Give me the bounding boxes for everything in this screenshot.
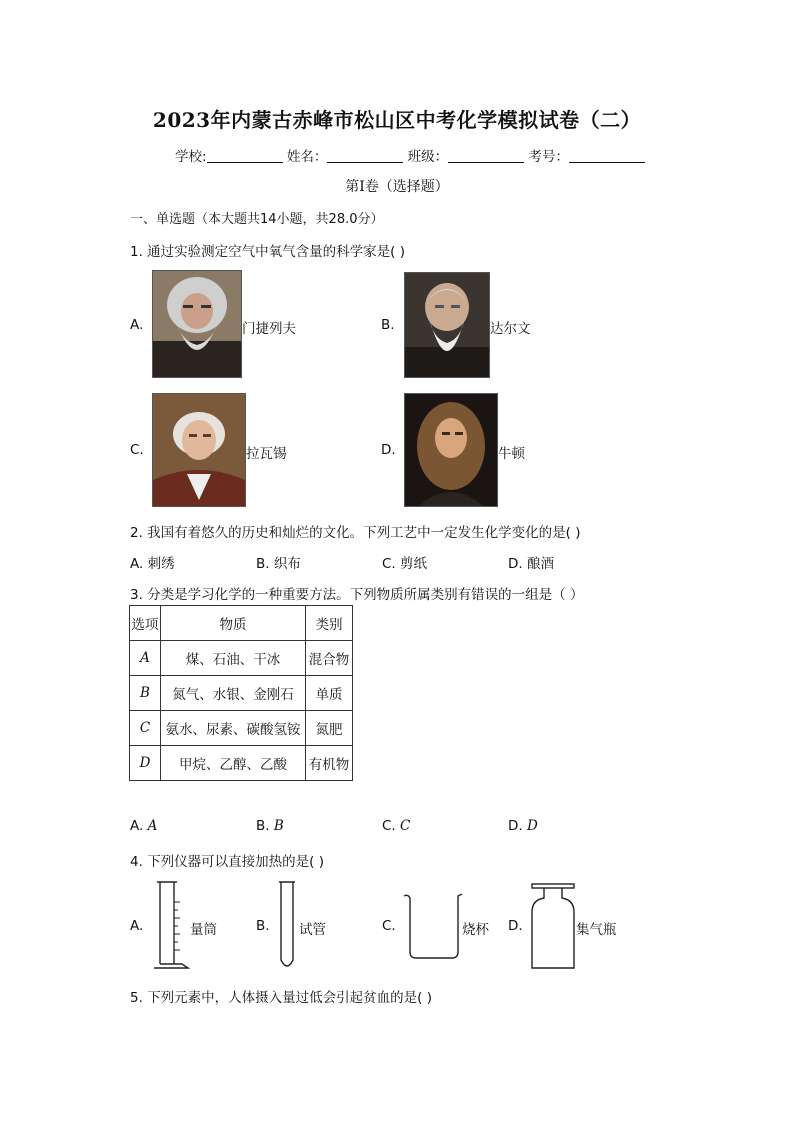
table-header-cell: 类别 [306,606,353,641]
class-blank [448,148,524,163]
q3-option-b-letter: B. [256,818,270,834]
q3-option-c-text: C [400,818,411,834]
q2-option-b-letter: B. [256,556,270,572]
table-cell: 有机物 [306,746,353,781]
table-cell: 甲烷、乙醇、乙酸 [161,746,306,781]
q2-option-b [256,552,301,572]
table-row [130,676,353,711]
question-2-stem: 2. 我国有着悠久的历史和灿烂的文化。下列工艺中一定发生化学变化的是( ) [130,525,581,541]
table-cell: C [130,711,161,746]
q2-option-c-text: 剪纸 [400,556,428,572]
q3-option-b [256,818,284,834]
classification-table [129,605,353,781]
name-blank [327,148,403,163]
table-row [130,746,353,781]
question-1-stem: 1. 通过实验测定空气中氧气含量的科学家是( ) [130,244,405,260]
q2-option-c-letter: C. [382,556,396,572]
table-header-cell: 选项 [130,606,161,641]
question-5-stem: 5. 下列元素中，人体摄入量过低会引起贫血的是( ) [130,990,432,1006]
table-cell: 煤、石油、干冰 [161,641,306,676]
q1-option-d-text: 牛顿 [498,446,525,462]
table-cell: B [130,676,161,711]
table-cell: 单质 [306,676,353,711]
table-cell: 氮肥 [306,711,353,746]
table-cell: 混合物 [306,641,353,676]
q3-option-d-letter: D. [508,818,523,834]
section-title: 第I卷（选择题） [345,179,449,195]
graduated-cylinder-icon [152,878,190,972]
q3-option-a-text: A [147,818,158,834]
q1-option-c-letter: C. [130,442,144,458]
q3-option-a-letter: A. [130,818,144,834]
q3-option-c-letter: C. [382,818,396,834]
table-cell: 氨水、尿素、碳酸氢铵 [161,711,306,746]
table-cell: A [130,641,161,676]
mendeleev-portrait [152,270,242,378]
table-row [130,711,353,746]
darwin-portrait [404,272,490,378]
q2-option-d-text: 酿酒 [526,556,554,572]
q1-option-b-letter: B. [381,317,395,333]
table-header-row [130,606,353,641]
newton-portrait [404,393,498,507]
q4-option-b-text: 试管 [299,922,326,938]
question-3-stem: 3. 分类是学习化学的一种重要方法。下列物质所属类别有错误的一组是（ ） [130,587,584,603]
number-label: 考号： [528,149,569,165]
q2-option-d [508,552,554,572]
q3-option-c [382,818,410,834]
lavoisier-portrait [152,393,246,507]
student-info-line [175,145,645,165]
beaker-icon [402,890,464,962]
table-header-cell: 物质 [161,606,306,641]
q4-option-c-letter: C. [382,918,396,934]
table-cell: D [130,746,161,781]
q3-option-a [130,818,157,834]
name-label: 姓名： [286,149,328,165]
q4-option-a-text: 量筒 [190,922,217,938]
q1-option-d-letter: D. [381,442,396,458]
q3-option-b-text: B [273,818,284,834]
school-label: 学校: [175,149,207,165]
q4-option-b-letter: B. [256,918,270,934]
q4-option-a-letter: A. [130,918,144,934]
test-tube-icon [276,878,298,972]
q3-option-d-text: D [526,818,538,834]
class-label: 班级： [407,149,449,165]
gas-collecting-bottle-icon [528,880,578,972]
q4-option-d-letter: D. [508,918,523,934]
q4-option-c-text: 烧杯 [462,922,489,938]
q2-option-a-letter: A. [130,556,144,572]
q1-option-b-text: 达尔文 [490,321,531,337]
q1-option-a-text: 门捷列夫 [242,321,296,337]
q2-option-b-text: 织布 [273,556,301,572]
q2-option-a [130,552,175,572]
q2-option-c [382,552,427,572]
exam-title: 2023年内蒙古赤峰市松山区中考化学模拟试卷（二） [152,108,642,132]
number-blank [569,148,645,163]
table-cell: 氮气、水银、金刚石 [161,676,306,711]
q1-option-a-letter: A. [130,317,144,333]
q2-option-d-letter: D. [508,556,523,572]
table-row [130,641,353,676]
school-blank [207,148,283,163]
q1-option-c-text: 拉瓦锡 [246,446,287,462]
q2-option-a-text: 刺绣 [147,556,175,572]
q3-option-d [508,818,538,834]
part-heading: 一、单选题（本大题共14小题，共28.0分） [130,212,384,227]
q4-option-d-text: 集气瓶 [576,922,617,938]
question-4-stem: 4. 下列仪器可以直接加热的是( ) [130,854,324,870]
